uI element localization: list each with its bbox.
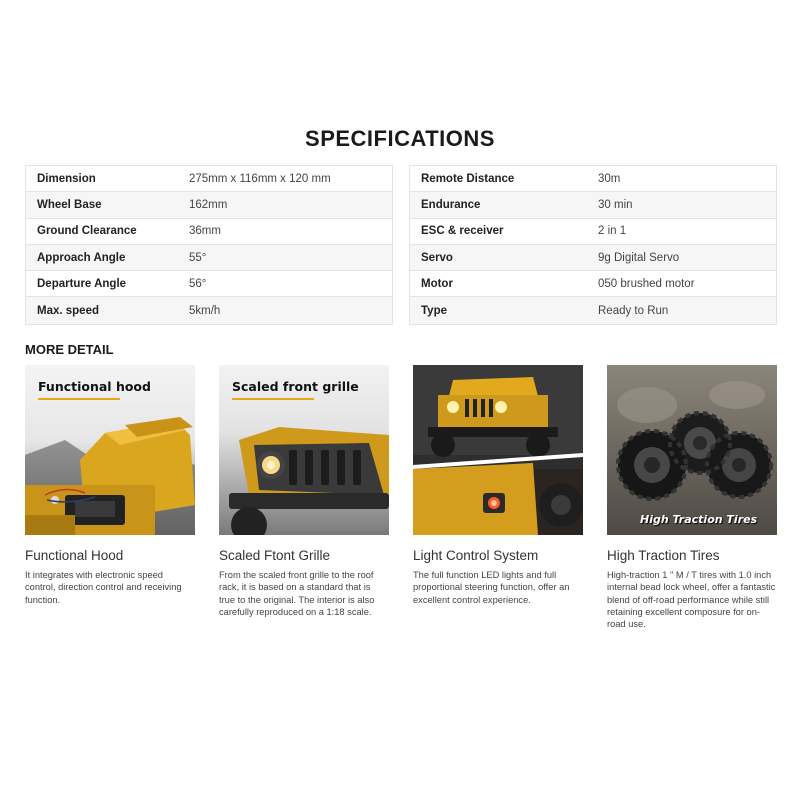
spec-value: 2 in 1 bbox=[598, 225, 627, 238]
spec-row bbox=[410, 219, 776, 245]
spec-row bbox=[410, 192, 776, 218]
card-title: Functional Hood bbox=[25, 548, 124, 563]
lights-image bbox=[413, 365, 583, 535]
spec-label: Dimension bbox=[37, 172, 96, 185]
spec-label: Type bbox=[421, 304, 447, 317]
card-title: Light Control System bbox=[413, 548, 539, 563]
spec-row bbox=[26, 271, 392, 297]
feature-card-grille bbox=[219, 365, 389, 618]
spec-row bbox=[26, 192, 392, 218]
spec-value: 5km/h bbox=[189, 304, 221, 317]
spec-label: Endurance bbox=[421, 198, 481, 211]
spec-row bbox=[410, 166, 776, 192]
specs-table-right bbox=[409, 165, 777, 325]
section-heading-more-detail: MORE DETAIL bbox=[25, 342, 114, 357]
spec-label: Max. speed bbox=[37, 304, 99, 317]
spec-value: Ready to Run bbox=[598, 304, 669, 317]
spec-value: 162mm bbox=[189, 198, 228, 211]
caption-underline bbox=[38, 398, 120, 400]
spec-row bbox=[410, 271, 776, 297]
card-description: It integrates with electronic speed control, direction control and receiving function. bbox=[25, 570, 182, 605]
card-title: High Traction Tires bbox=[607, 548, 720, 563]
spec-label: Approach Angle bbox=[37, 251, 126, 264]
spec-row bbox=[26, 297, 392, 323]
spec-value: 275mm x 116mm x 120 mm bbox=[189, 172, 331, 185]
spec-row bbox=[410, 245, 776, 271]
tires-image-caption: High Traction Tires bbox=[640, 513, 758, 526]
spec-row bbox=[26, 166, 392, 192]
spec-label: Wheel Base bbox=[37, 198, 102, 211]
caption-underline bbox=[232, 398, 314, 400]
feature-card-lights bbox=[413, 365, 583, 606]
card-title: Scaled Ftont Grille bbox=[219, 548, 331, 563]
page-title: SPECIFICATIONS bbox=[305, 126, 495, 151]
grille-image bbox=[219, 365, 389, 535]
tires-image bbox=[607, 365, 777, 535]
spec-value: 55° bbox=[189, 251, 207, 264]
spec-value: 30m bbox=[598, 172, 621, 185]
spec-value: 30 min bbox=[598, 198, 633, 211]
spec-row bbox=[26, 245, 392, 271]
card-description: The full function LED lights and full proportional steering function, offer an excellent control experience. bbox=[413, 570, 570, 605]
hood-image bbox=[25, 365, 195, 535]
spec-row bbox=[26, 219, 392, 245]
spec-label: Ground Clearance bbox=[37, 225, 137, 238]
spec-label: Remote Distance bbox=[421, 172, 515, 185]
spec-value: 050 brushed motor bbox=[598, 277, 695, 290]
feature-card-tires bbox=[607, 365, 777, 630]
spec-value: 9g Digital Servo bbox=[598, 251, 680, 264]
hood-image-caption: Functional hood bbox=[38, 379, 151, 394]
spec-label: Motor bbox=[421, 277, 453, 290]
specs-table-left bbox=[25, 165, 393, 325]
spec-label: ESC & receiver bbox=[421, 225, 504, 238]
spec-value: 56° bbox=[189, 277, 207, 290]
card-description: High-traction 1 " M / T tires with 1.0 inch internal bead lock wheel, offer a fantastic blend of off-road performance while still retaining excellent composure for on-road use. bbox=[607, 570, 776, 630]
spec-label: Departure Angle bbox=[37, 277, 127, 290]
feature-card-hood bbox=[25, 365, 195, 606]
spec-label: Servo bbox=[421, 251, 453, 264]
spec-row bbox=[410, 297, 776, 323]
spec-value: 36mm bbox=[189, 225, 221, 238]
card-description: From the scaled front grille to the roof rack, it is based on a standard that is true to the original. The interior is also carefully reproduced on a 1:18 scale. bbox=[219, 570, 375, 617]
grille-image-caption: Scaled front grille bbox=[232, 379, 359, 394]
